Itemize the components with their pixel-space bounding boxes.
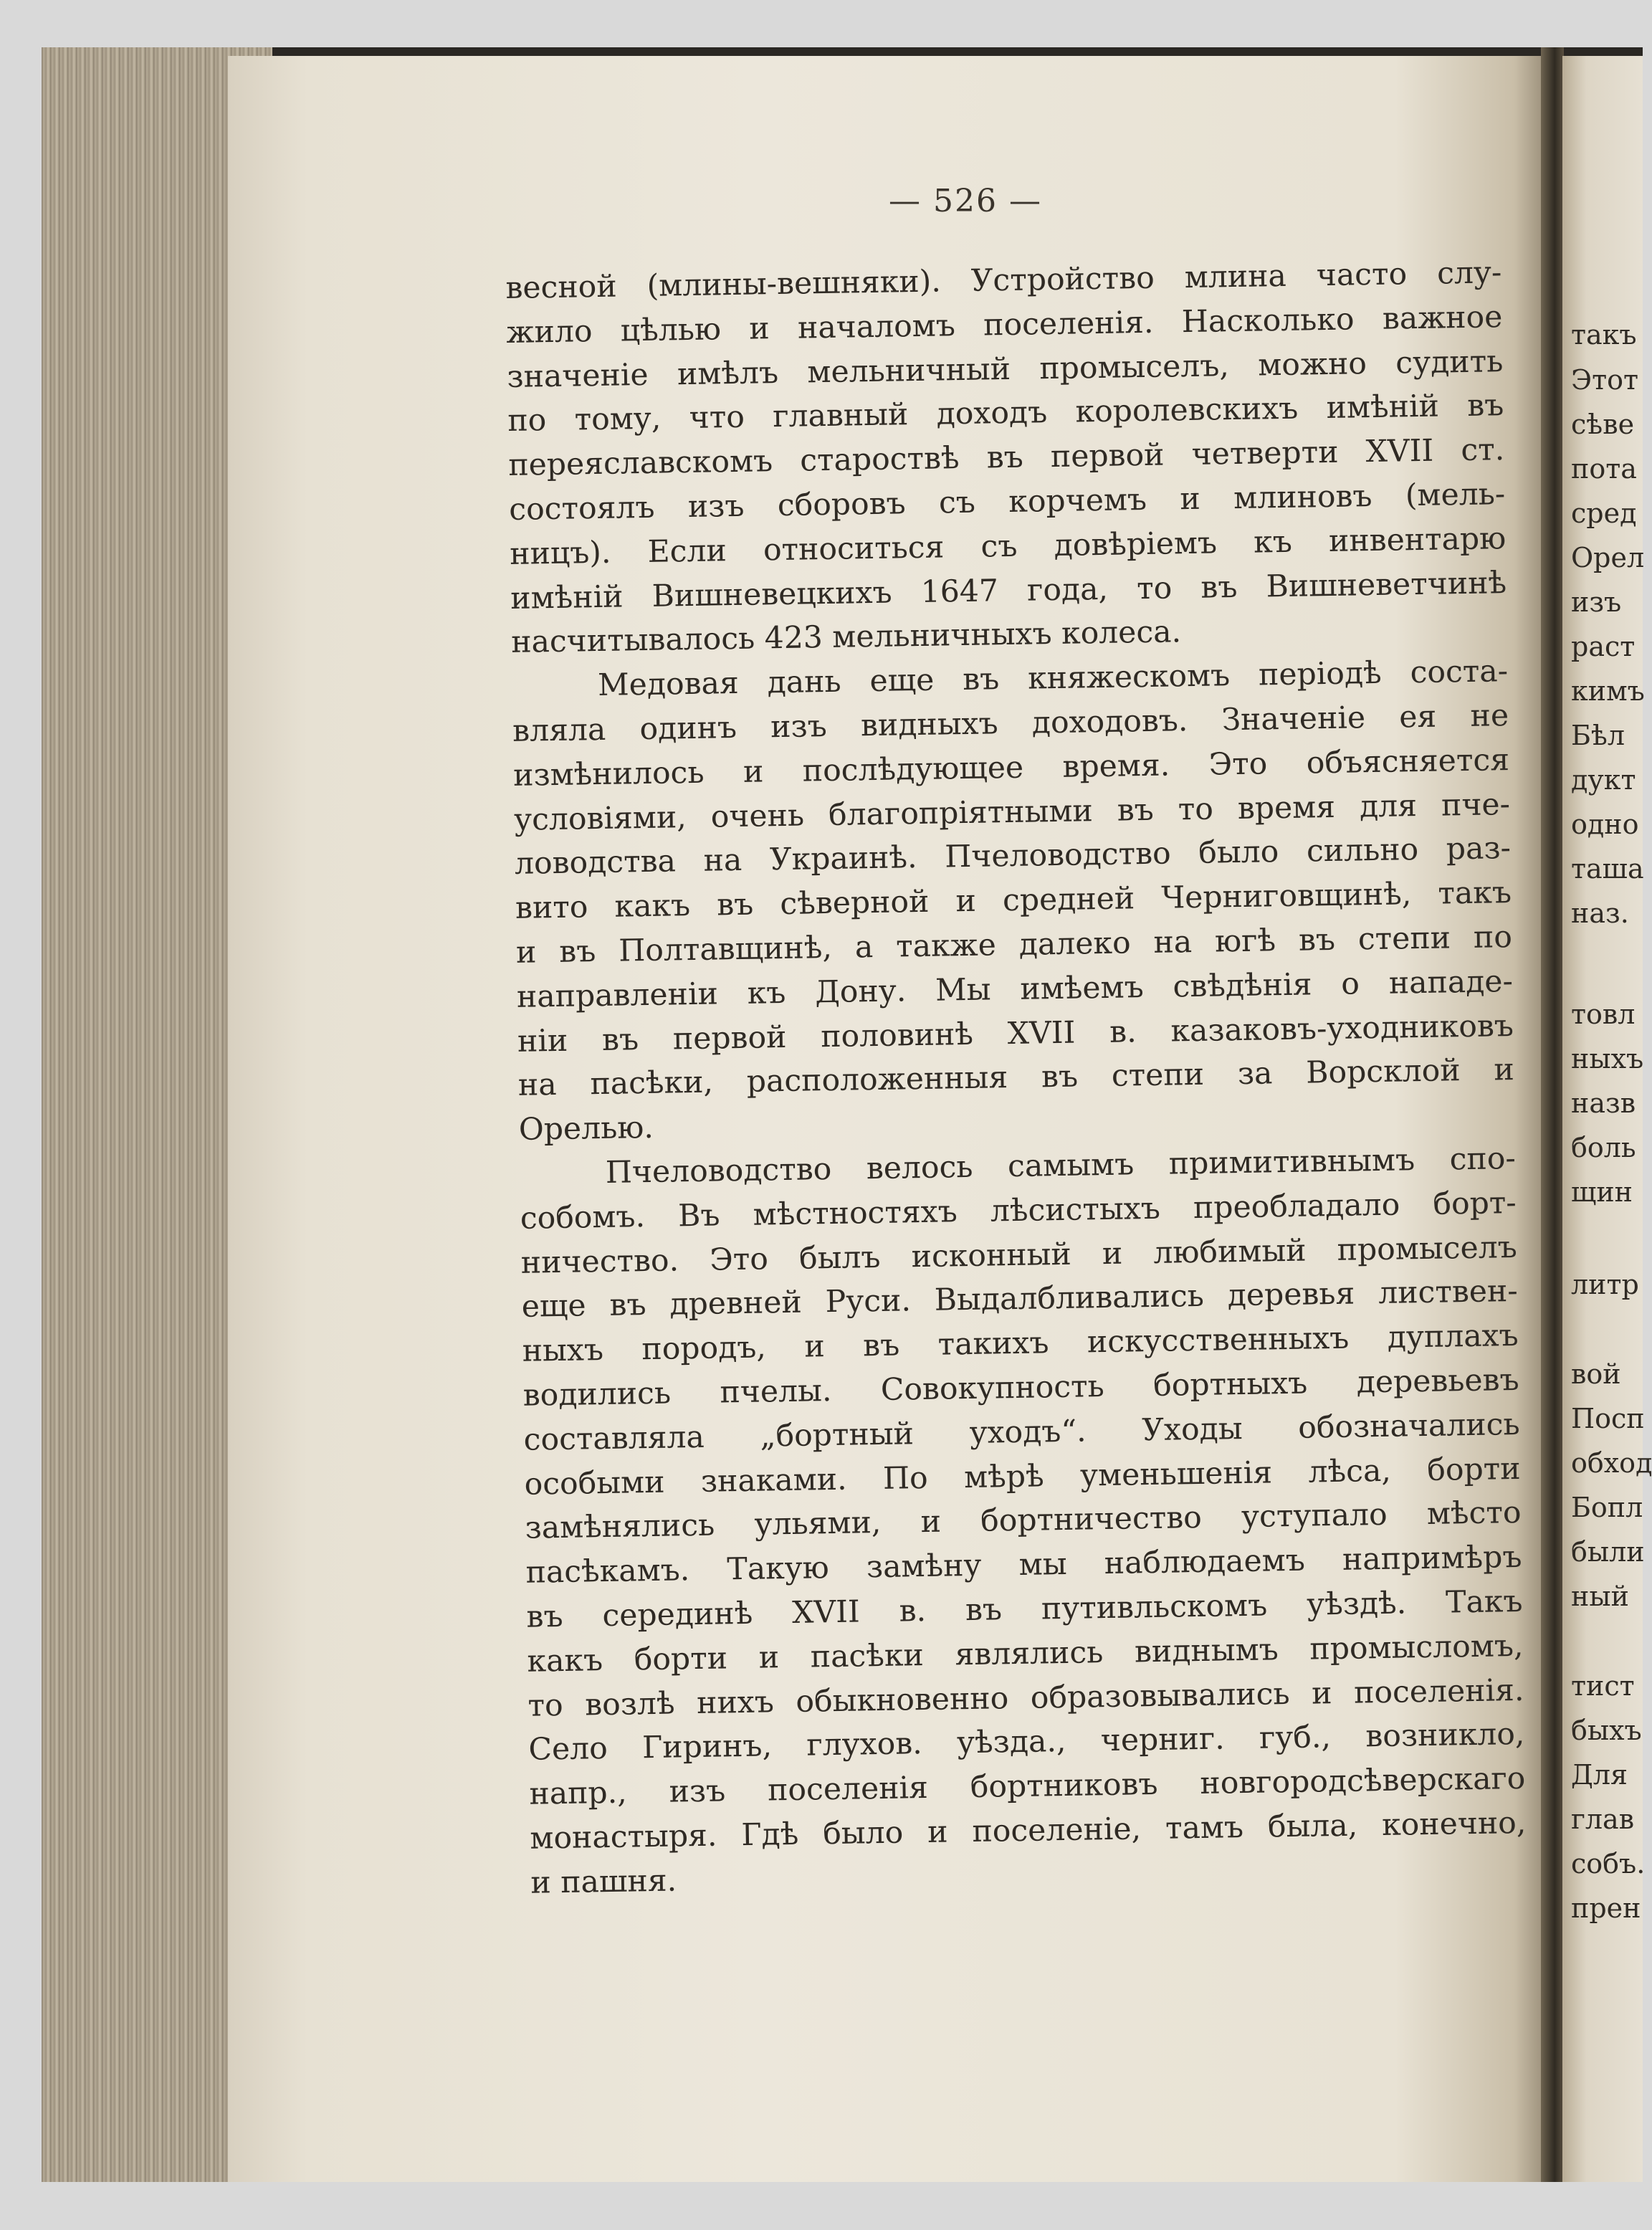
facing-page-fragment: товл [1571, 999, 1636, 1030]
text-line: собомъ. Въ мѣстностяхъ лѣсистыхъ преобладало борт- [520, 1185, 1517, 1236]
facing-page-fragment: собъ. [1571, 1848, 1646, 1879]
facing-page-fragment: были [1571, 1536, 1645, 1568]
facing-page-fragment: прен [1571, 1892, 1641, 1924]
text-line: насчитывалось 423 мельничныхъ колеса. [510, 614, 1182, 661]
body-text [505, 251, 1527, 1905]
facing-page-fragment: таша [1571, 853, 1644, 885]
text-line: водились пчелы. Совокупность бортныхъ деревьевъ [522, 1362, 1519, 1414]
text-line: имѣній Вишневецкихъ 1647 года, то въ Вишневетчинѣ [510, 565, 1507, 616]
facing-page-fragment: литр [1571, 1269, 1639, 1300]
facing-page-fragment: тист [1571, 1670, 1635, 1702]
facing-page-fragment: сред [1571, 497, 1637, 529]
facing-page-fragment: пота [1571, 453, 1637, 485]
text-line: ніи въ первой половинѣ XVII в. казаковъ-уходниковъ [517, 1008, 1514, 1059]
text-line: Пчеловодство велось самымъ примитивнымъ спо- [605, 1140, 1517, 1191]
text-line: на пасѣки, расположенныя въ степи за Ворсклой и [517, 1052, 1515, 1104]
text-line: въ серединѣ XVII в. въ путивльскомъ уѣздѣ. Такъ [526, 1583, 1523, 1635]
facing-page-fragment: такъ [1571, 319, 1637, 351]
facing-page-fragment: обход [1571, 1447, 1652, 1479]
facing-page-fragment: раст [1571, 631, 1636, 662]
facing-page-fragment: Для [1571, 1759, 1628, 1791]
facing-page-fragment: ный [1571, 1581, 1629, 1612]
book-gutter [1541, 47, 1564, 2182]
text-line: ныхъ породъ, и въ такихъ искусственныхъ дуплахъ [522, 1318, 1519, 1369]
text-line: Орелью. [518, 1110, 654, 1148]
text-line: переяславскомъ староствѣ въ первой четверти XVII ст. [507, 432, 1505, 484]
facing-page-fragment: изъ [1571, 586, 1622, 618]
facing-page-fragment: Посп [1571, 1403, 1645, 1434]
text-line: напр., изъ поселенія бортниковъ новгородсѣверскаго [529, 1761, 1526, 1812]
text-line: замѣнялись ульями, и бортничество уступало мѣсто [525, 1495, 1522, 1547]
facing-page-fragment: Бѣл [1571, 720, 1625, 751]
facing-page-fragment: вой [1571, 1358, 1621, 1390]
text-line: вито какъ въ сѣверной и средней Черниговщинѣ, такъ [515, 875, 1512, 927]
facing-page-fragment: кимъ [1571, 675, 1645, 707]
facing-page-fragment: щин [1571, 1176, 1633, 1208]
text-line: какъ борти и пасѣки являлись виднымъ промысломъ, [527, 1628, 1524, 1679]
facing-page-fragment: ныхъ [1571, 1043, 1644, 1075]
text-line: пасѣкамъ. Такую замѣну мы наблюдаемъ напримѣръ [525, 1540, 1522, 1591]
text-line: состоялъ изъ сборовъ съ корчемъ и млиновъ (мель- [508, 477, 1506, 528]
text-line: направленіи къ Дону. Мы имѣемъ свѣдѣнія о нападе- [516, 963, 1514, 1015]
facing-page-fragment: Бопл [1571, 1492, 1643, 1523]
facing-page-fragment: боль [1571, 1132, 1636, 1163]
facing-page-fragment: быхъ [1571, 1715, 1642, 1746]
facing-page-fragment: сѣве [1571, 409, 1635, 440]
text-line: еще въ древней Руси. Выдалбливались деревья листвен- [521, 1274, 1519, 1325]
facing-page-fragment: Этот [1571, 364, 1638, 396]
text-line: Медовая дань еще въ княжескомъ періодѣ соста- [597, 654, 1509, 704]
facing-page-fragment: глав [1571, 1803, 1635, 1835]
facing-page-fragment: назв [1571, 1087, 1636, 1119]
text-line: вляла одинъ изъ видныхъ доходовъ. Значеніе ея не [512, 698, 1509, 749]
facing-page-fragment: одно [1571, 809, 1639, 840]
text-line: составляла „бортный уходъ“. Уходы обозначались [523, 1406, 1520, 1458]
facing-page-fragment: наз. [1571, 897, 1629, 929]
text-line: ловодства на Украинѣ. Пчеловодство было сильно раз- [514, 831, 1512, 882]
text-line: ничество. Это былъ исконный и любимый промыселъ [520, 1229, 1518, 1281]
text-line: весной (млины-вешняки). Устройство млина часто слу- [505, 255, 1502, 306]
text-line: ницъ). Если относиться съ довѣріемъ къ инвентарю [509, 520, 1507, 572]
facing-page-fragment: Орел [1571, 542, 1645, 573]
scan-margin [0, 2182, 1643, 2230]
text-line: и пашня. [530, 1863, 677, 1901]
facing-page-fragment: дукт [1571, 764, 1636, 796]
text-line: жило цѣлью и началомъ поселенія. Насколько важное [506, 299, 1503, 351]
text-line: особыми знаками. По мѣрѣ уменьшенія лѣса, борти [524, 1451, 1521, 1502]
page-number: — 526 — [889, 183, 1042, 219]
text-line: то возлѣ нихъ обыкновенно образовывались и поселенія. [527, 1672, 1524, 1724]
text-line: Село Гиринъ, глухов. уѣзда., черниг. губ., возникло, [528, 1717, 1525, 1768]
text-line: измѣнилось и послѣдующее время. Это объясняется [512, 742, 1510, 794]
text-line: по тому, что главный доходъ королевскихъ имѣній въ [507, 388, 1504, 439]
text-line: и въ Полтавщинѣ, а также далеко на югѣ въ степи по [515, 920, 1513, 971]
text-line: значеніе имѣлъ мельничный промыселъ, можно судить [507, 343, 1504, 395]
text-line: условіями, очень благопріятными въ то время для пче- [513, 786, 1511, 838]
text-line: монастыря. Гдѣ было и поселеніе, тамъ была, конечно, [530, 1805, 1527, 1857]
